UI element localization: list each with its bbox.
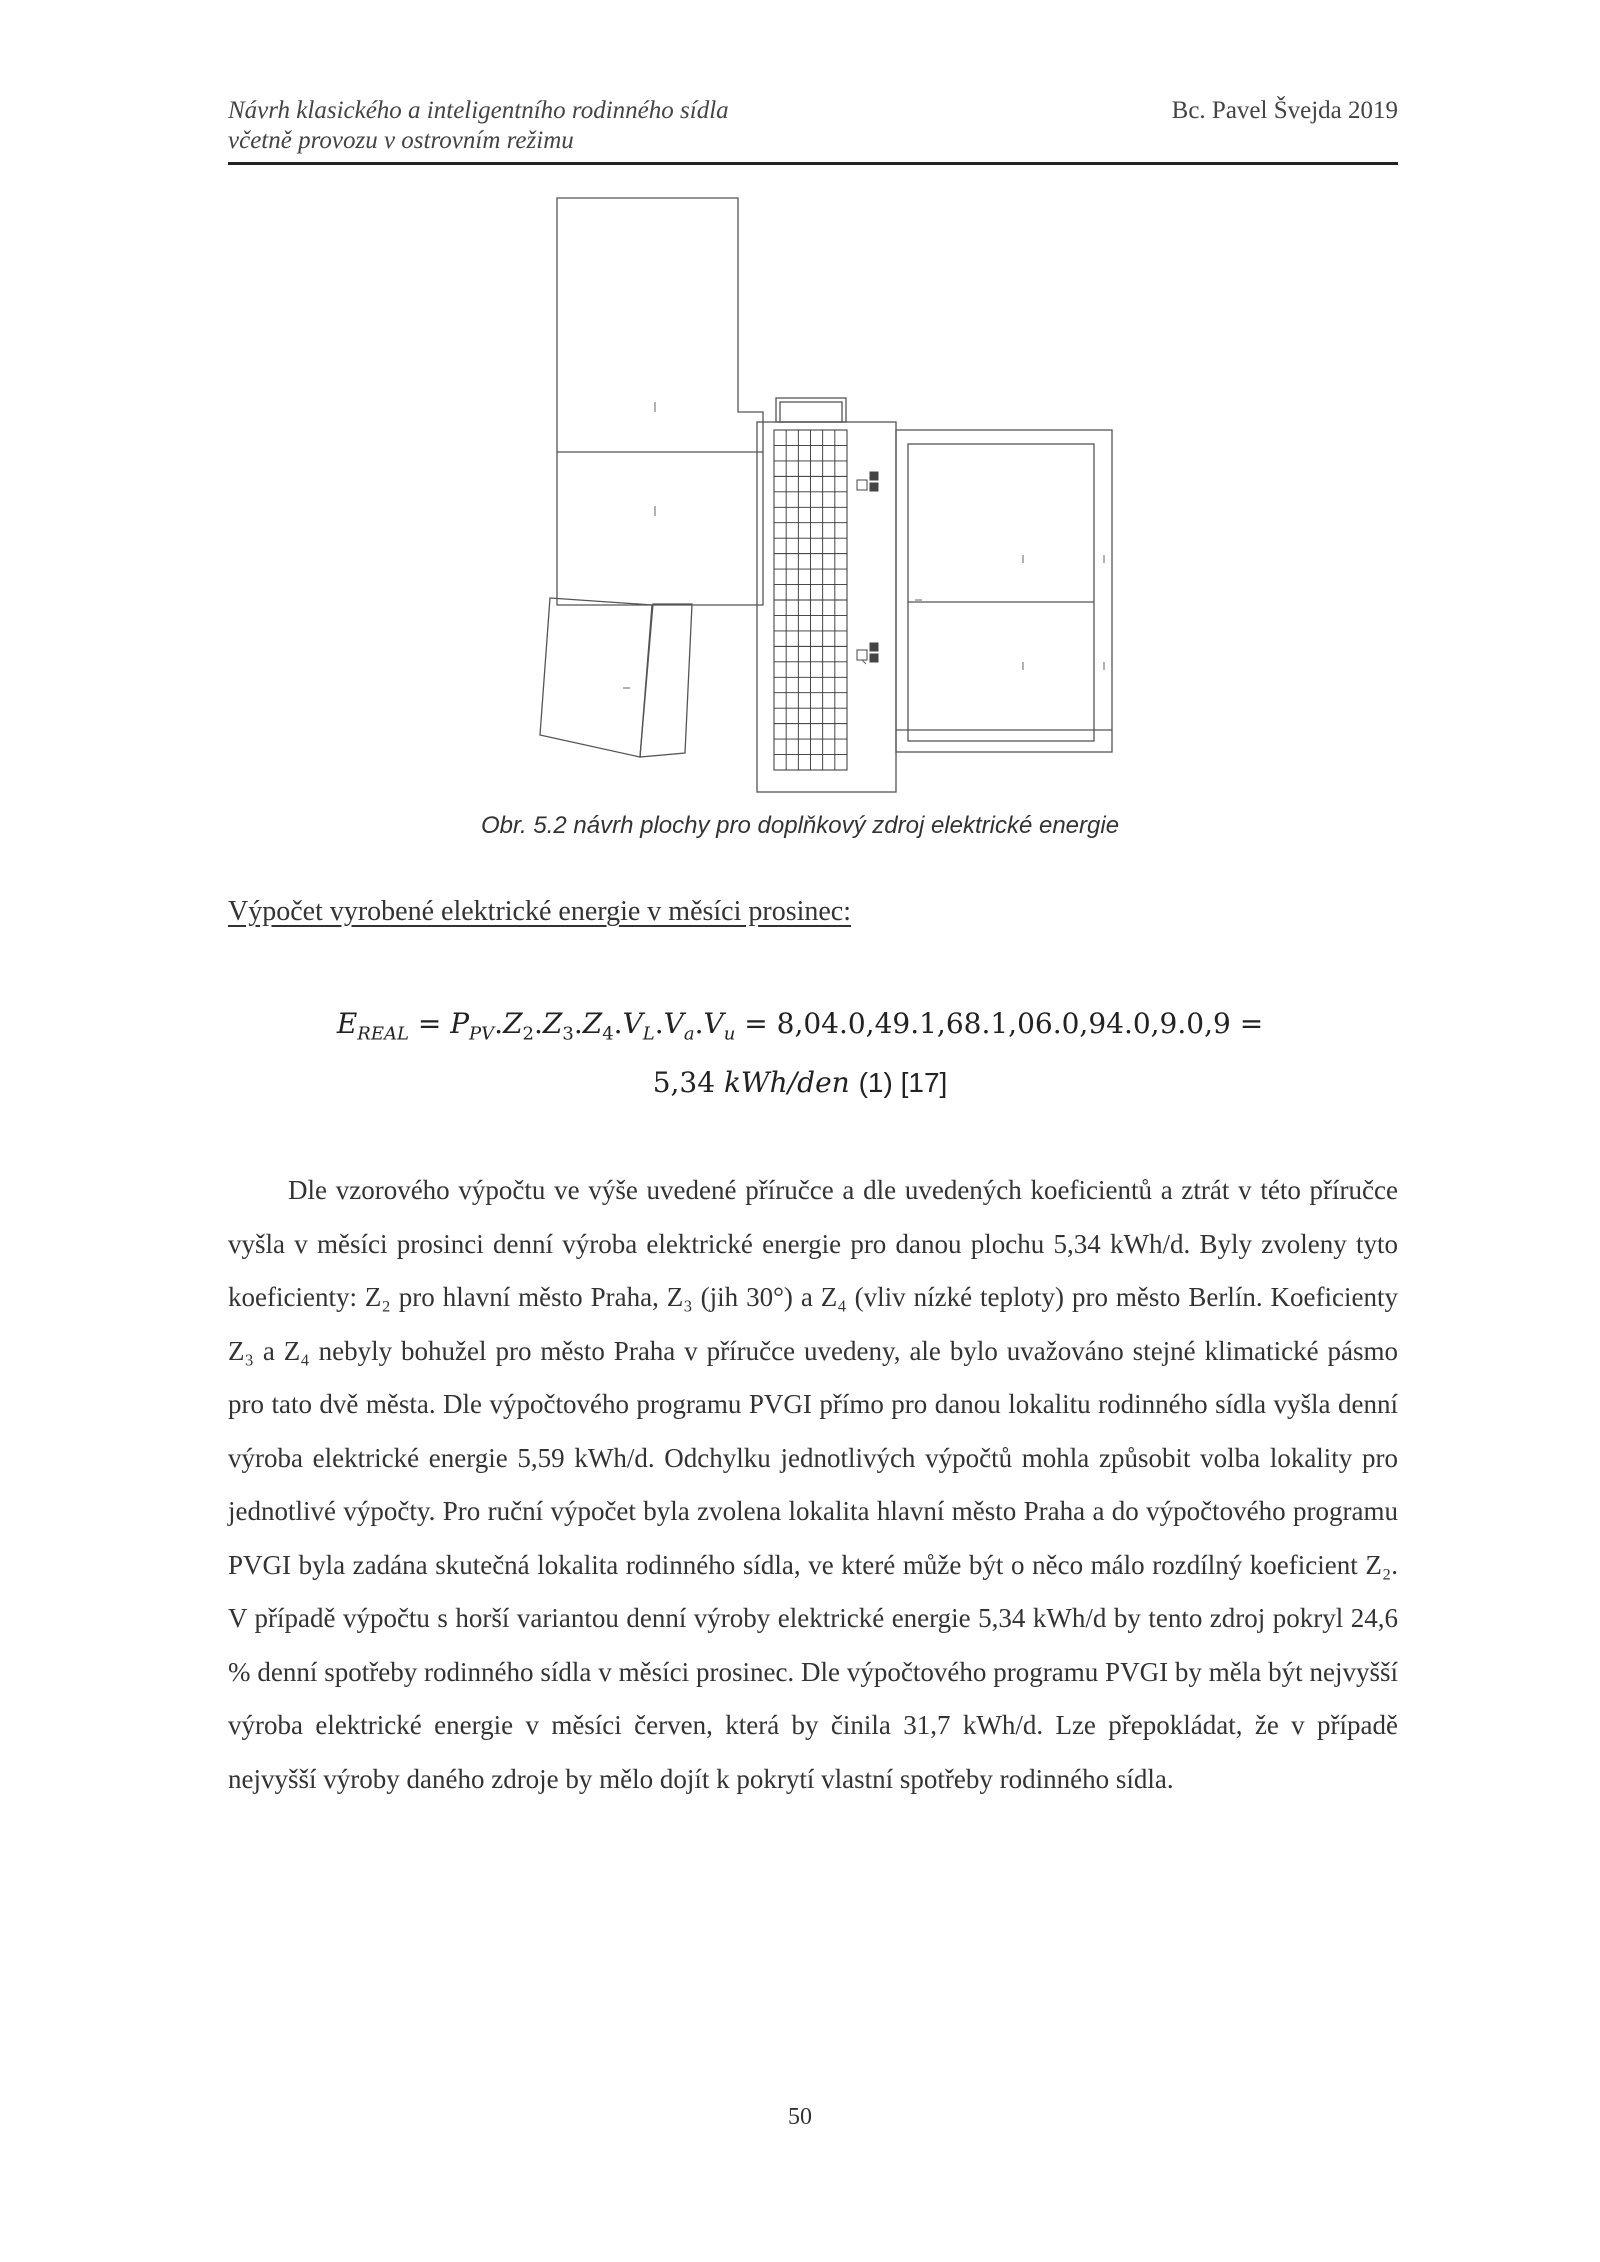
roof-section-east [896,430,1112,752]
energy-equation [0,1000,1600,1107]
roof-section-garage [540,598,652,757]
page-number: 50 [788,2104,812,2130]
roof-section-north [557,198,763,605]
body-paragraph: Dle vzorového výpočtu ve výše uvedené příručce a dle uvedených koeficientů a ztrát v této příručce vyšla v měsíci prosinci denní výroba elektrické energie pro danou plochu 5,34 kWh/d. Byly zvoleny tyto koeficienty: Z₂ pro hlavní město Praha, Z₃ (jih 30°) a Z₄ (vliv nízké teploty) pro město Berlín. Koeficienty Z₃ a Z₄ nebyly bohužel pro město Praha v příručce uvedeny, ale bylo uvažováno stejné klimatické pásmo pro tato dvě města. Dle výpočtového programu PVGI přímo pro danou lokalitu rodinného sídla vyšla denní výroba elektrické energie 5,59 kWh/d. Odchylku jednotlivých výpočtů mohla způsobit volba lokality pro jednotlivé výpočty. Pro ruční výpočet byla zvolena lokalita hlavní město Praha a do výpočtového programu PVGI byla zadána skutečná lokalita rodinného sídla, ve které může být o něco málo rozdílný koeficient Z₂. V případě výpočtu s horší variantou denní výroby elektrické energie 5,34 kWh/d by tento zdroj pokryl 24,6 % denní spotřeby rodinného sídla v měsíci prosinec. Dle výpočtového programu PVGI by měla být nejvyšší výroba elektrické energie v měsíci červen, která by činila 31,7 kWh/d. Lze přepokládat, že v případě nejvyšší výroby daného zdroje by mělo dojít k pokrytí vlastní spotřeby rodinného sídla. [228,1175,1398,1794]
header-author: Bc. Pavel Švejda 2019 [1171,97,1398,124]
equation-lhs-subscript: REAL [357,1023,409,1045]
page-header [228,96,1398,165]
equation-number: (1) [17] [858,1066,948,1098]
equation-values: 8,04.0,49.1,68.1,06.0,94.0,9.0,9 = [776,1007,1264,1040]
equation-lhs: E [336,1007,358,1040]
body-text [228,1164,1398,1806]
equation-result-unit: kWh/den [723,1065,850,1099]
header-title [228,96,729,156]
header-title-line1: Návrh klasického a inteligentního rodinného sídla [228,97,729,124]
equation-line-1 [0,1000,1600,1059]
equation-terms: = $P_{PV}.Z_2.Z_3.Z_4.V_L.V_a.V_u$ = [417,1007,777,1045]
roof-plan-figure [520,190,1120,800]
equation-result-value: 5,34 [652,1065,716,1099]
equation-line-2 [0,1059,1600,1107]
header-title-line2: včetně provozu v ostrovním režimu [228,127,574,154]
roof-plan-drawing [520,190,1120,800]
figure-caption: Obr. 5.2 návrh plochy pro doplňkový zdroj elektrické energie [480,812,1120,839]
section-heading: Výpočet vyrobené elektrické energie v měsíci prosinec: [228,896,852,927]
